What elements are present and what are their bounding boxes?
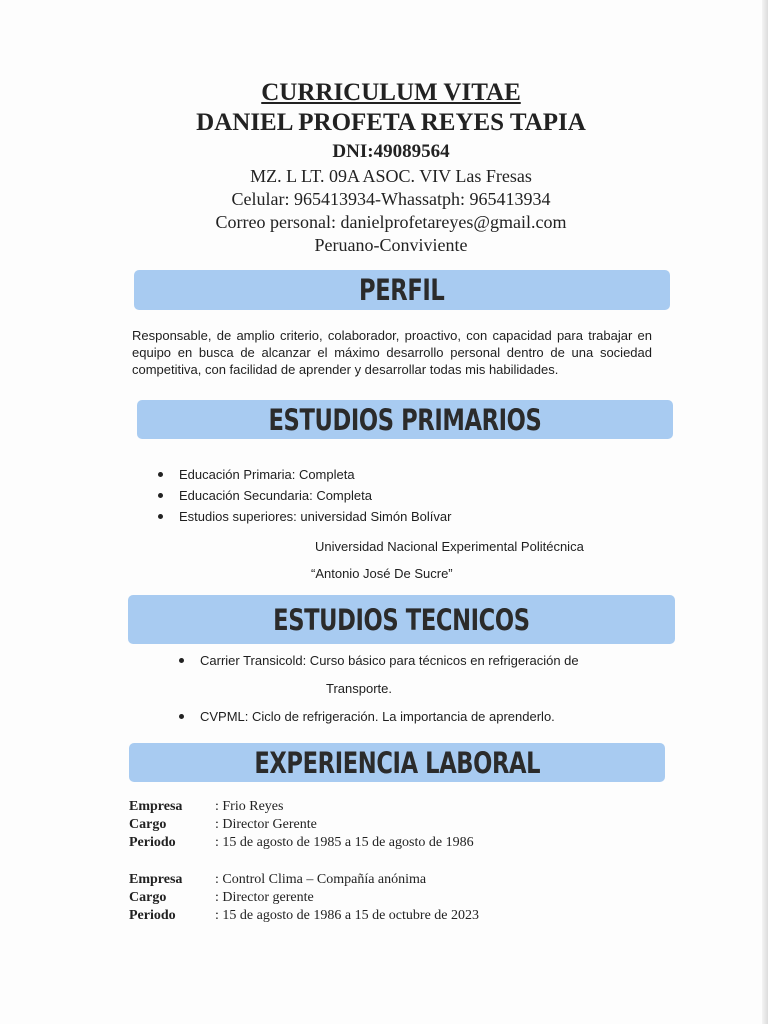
label-periodo: Periodo <box>129 835 176 850</box>
dni: DNI:49089564 <box>332 141 450 162</box>
job-entry <box>129 871 479 925</box>
phone: Celular: 965413934-Whassatph: 965413934 <box>231 189 551 209</box>
list-item: Educación Primaria: Completa <box>179 464 451 485</box>
label-cargo: Cargo <box>129 817 167 832</box>
list-item: Educación Secundaria: Completa <box>179 485 451 506</box>
email: Correo personal: danielprofetareyes@gmail.com <box>215 212 567 232</box>
list-item: Carrier Transicold: Curso básico para técnicos en refrigeración de <box>200 650 579 671</box>
label-empresa: Empresa <box>129 799 183 814</box>
university-subname: “Antonio José De Sucre” <box>311 566 453 581</box>
perfil-text: Responsable, de amplio criterio, colaborador, proactivo, con capacidad para trabajar en equipo en busca de alcanzar el máximo desarrollo personal dentro de una sociedad competitiva, con facilidad de aprender y desarrollar todas mis habilidades. <box>132 328 652 377</box>
section-title-estudios-tecnicos: ESTUDIOS TECNICOS <box>273 603 530 637</box>
section-header-estudios-tecnicos <box>128 595 675 644</box>
label-cargo: Cargo <box>129 890 167 905</box>
civil-status: Peruano-Conviviente <box>314 235 468 255</box>
bullet-icon <box>158 472 163 477</box>
estudios-tecnicos-list <box>200 650 579 671</box>
document-title: CURRICULUM VITAE <box>261 79 521 106</box>
job-period: : 15 de agosto de 1985 a 15 de agosto de 1986 <box>215 835 474 850</box>
list-item: Estudios superiores: universidad Simón Bolívar <box>179 506 451 527</box>
section-header-perfil <box>134 270 670 310</box>
job-company: : Control Clima – Compañía anónima <box>215 872 427 887</box>
bullet-icon <box>179 658 184 663</box>
job-company: : Frio Reyes <box>215 799 284 814</box>
bullet-icon <box>158 514 163 519</box>
section-title-estudios-primarios: ESTUDIOS PRIMARIOS <box>268 403 542 437</box>
job-position: : Director Gerente <box>215 817 317 832</box>
full-name: DANIEL PROFETA REYES TAPIA <box>196 109 586 136</box>
section-header-experiencia <box>129 743 665 782</box>
bullet-icon <box>158 493 163 498</box>
section-header-estudios-primarios <box>137 400 673 439</box>
label-periodo: Periodo <box>129 908 176 923</box>
job-entry <box>129 798 474 852</box>
estudios-primarios-list <box>179 464 451 527</box>
section-title-experiencia: EXPERIENCIA LABORAL <box>254 746 540 780</box>
list-item-continuation: Transporte. <box>326 681 392 696</box>
list-item: CVPML: Ciclo de refrigeración. La importancia de aprenderlo. <box>200 706 555 727</box>
university-name: Universidad Nacional Experimental Politécnica <box>315 539 584 554</box>
address: MZ. L LT. 09A ASOC. VIV Las Fresas <box>250 166 532 186</box>
estudios-tecnicos-list-2 <box>200 706 555 727</box>
bullet-icon <box>179 714 184 719</box>
label-empresa: Empresa <box>129 872 183 887</box>
job-position: : Director gerente <box>215 890 314 905</box>
cv-header <box>0 78 768 257</box>
job-period: : 15 de agosto de 1986 a 15 de octubre de 2023 <box>215 908 479 923</box>
section-title-perfil: PERFIL <box>359 273 445 307</box>
